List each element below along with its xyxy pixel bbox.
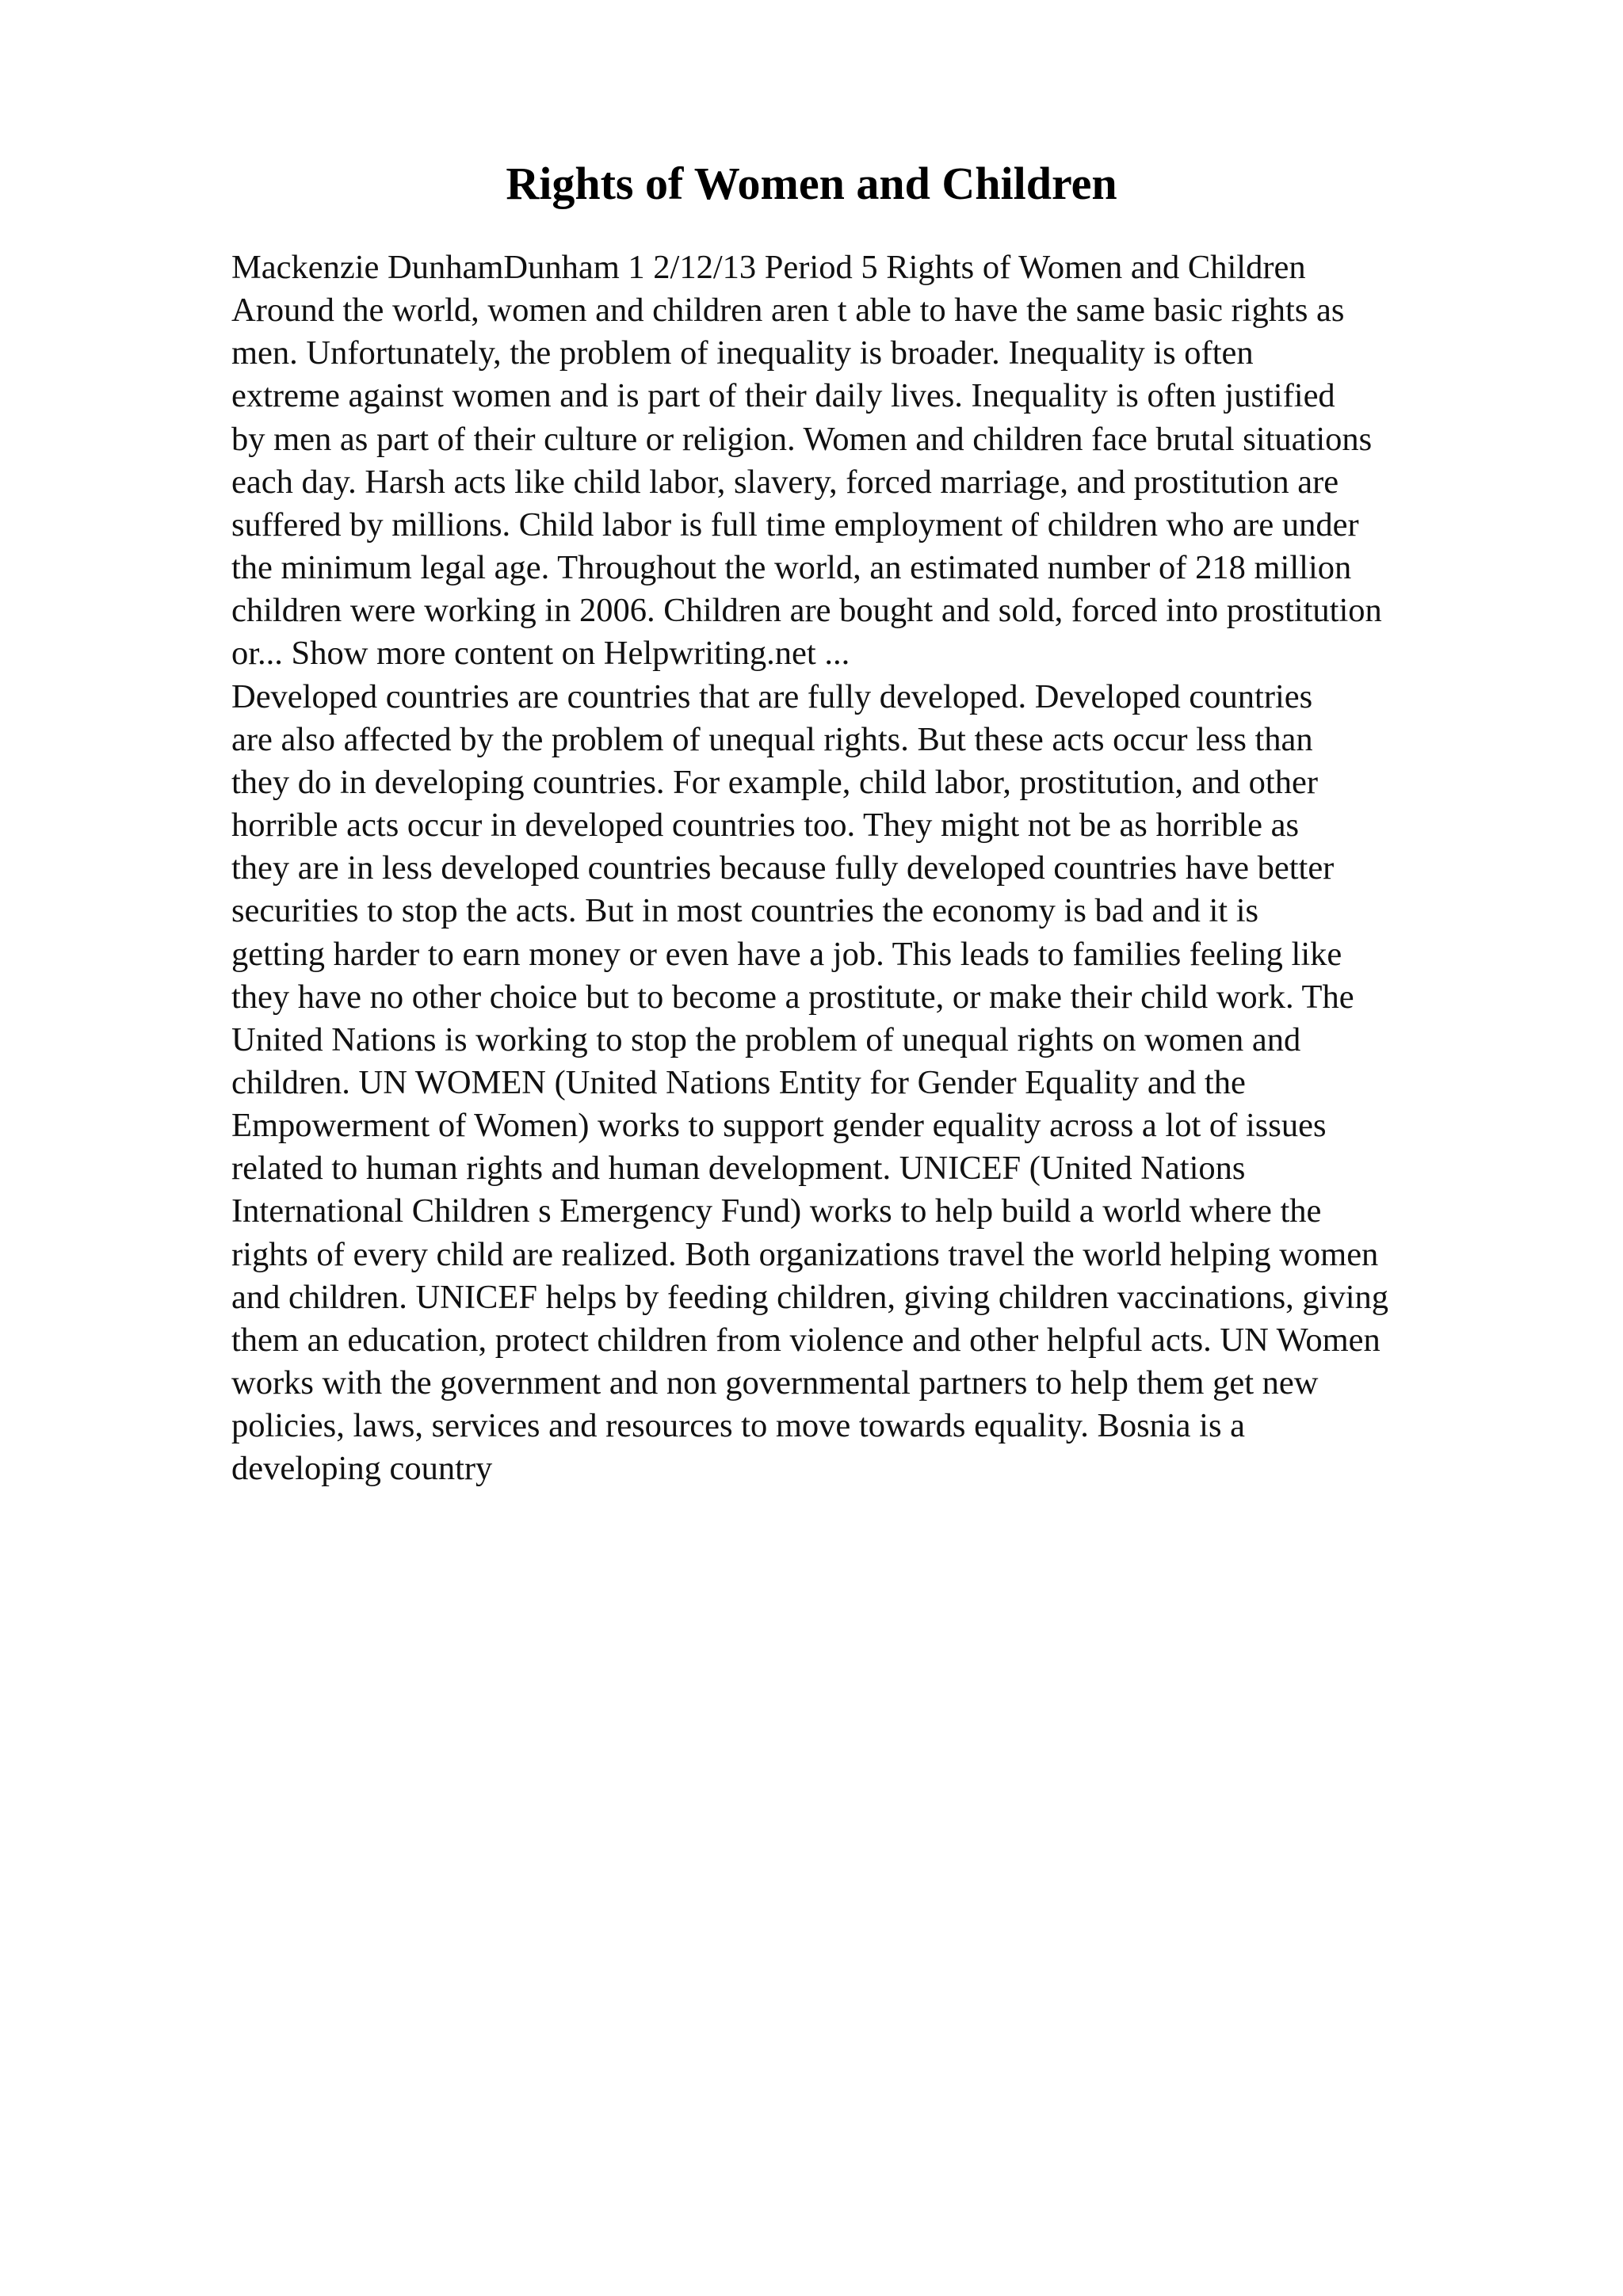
body-line: securities to stop the acts. But in most countries the economy is bad and it is xyxy=(231,892,1259,930)
body-line: they have no other choice but to become a prostitute, or make their child work. The xyxy=(231,978,1354,1016)
body-line: or... Show more content on Helpwriting.net ... xyxy=(231,635,850,673)
document-title: Rights of Women and Children xyxy=(506,158,1117,209)
body-line: suffered by millions. Child labor is full time employment of children who are under xyxy=(231,505,1359,543)
body-line: and children. UNICEF helps by feeding children, giving children vaccinations, giving xyxy=(231,1278,1389,1316)
body-line: United Nations is working to stop the problem of unequal rights on women and xyxy=(231,1020,1301,1058)
body-line: works with the government and non governmental partners to help them get new xyxy=(231,1364,1319,1402)
body-line: rights of every child are realized. Both organizations travel the world helping women xyxy=(231,1235,1379,1273)
body-line: International Children s Emergency Fund) works to help build a world where the xyxy=(231,1192,1322,1230)
body-line: by men as part of their culture or religion. Women and children face brutal situations xyxy=(231,420,1373,458)
body-line: Around the world, women and children aren t able to have the same basic rights as xyxy=(231,292,1345,330)
body-line: the minimum legal age. Throughout the world, an estimated number of 218 million xyxy=(231,549,1352,587)
body-line: policies, laws, services and resources to move towards equality. Bosnia is a xyxy=(231,1407,1246,1445)
document-body xyxy=(231,246,1563,1491)
body-line: Empowerment of Women) works to support gender equality across a lot of issues xyxy=(231,1107,1327,1145)
body-line: Mackenzie DunhamDunham 1 2/12/13 Period 5 Rights of Women and Children xyxy=(231,249,1306,286)
body-line: Developed countries are countries that are fully developed. Developed countries xyxy=(231,677,1313,715)
body-line: them an education, protect children from violence and other helpful acts. UN Women xyxy=(231,1321,1381,1359)
body-line: are also affected by the problem of unequal rights. But these acts occur less than xyxy=(231,720,1313,758)
body-line: horrible acts occur in developed countries too. They might not be as horrible as xyxy=(231,807,1300,845)
body-line: related to human rights and human development. UNICEF (United Nations xyxy=(231,1150,1246,1188)
body-line: developing country xyxy=(231,1450,493,1488)
body-line: children were working in 2006. Children are bought and sold, forced into prostitution xyxy=(231,592,1382,630)
body-line: children. UN WOMEN (United Nations Entity for Gender Equality and the xyxy=(231,1063,1246,1101)
body-line: they are in less developed countries because fully developed countries have better xyxy=(231,849,1335,887)
body-line: each day. Harsh acts like child labor, slavery, forced marriage, and prostitution are xyxy=(231,463,1339,501)
body-line: getting harder to earn money or even have a job. This leads to families feeling like xyxy=(231,935,1342,973)
body-line: they do in developing countries. For example, child labor, prostitution, and other xyxy=(231,763,1318,801)
body-line: men. Unfortunately, the problem of inequality is broader. Inequality is often xyxy=(231,334,1254,372)
body-line: extreme against women and is part of their daily lives. Inequality is often justified xyxy=(231,377,1335,415)
